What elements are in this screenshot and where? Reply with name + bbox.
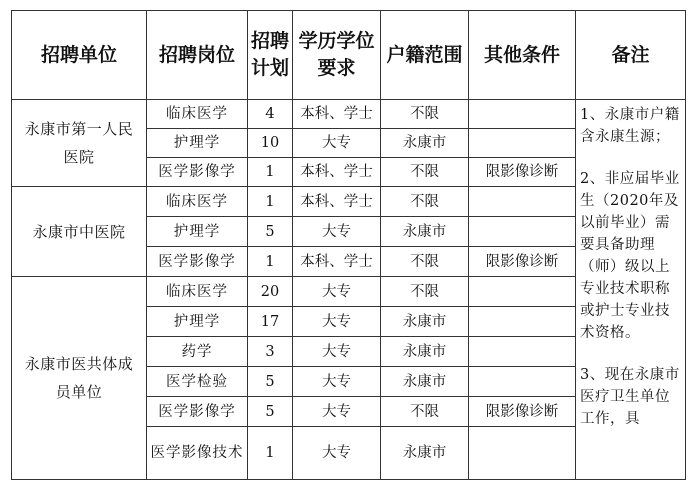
education-cell: 大专: [293, 427, 381, 480]
position-cell: 临床医学: [147, 277, 248, 307]
position-cell: 医学影像技术: [147, 427, 248, 480]
header-count: 招聘计划: [248, 11, 293, 100]
remark-item: 2、非应届毕业生（2020年及以前毕业）需要具备助理（师）级以上专业技术职称或护士专业技术资格。: [580, 171, 680, 341]
residence-cell: 不限: [381, 187, 469, 217]
unit-cell: 永康市中医院: [12, 187, 147, 277]
position-cell: 护理学: [147, 307, 248, 337]
education-cell: 大专: [293, 397, 381, 427]
header-position: 招聘岗位: [147, 11, 248, 100]
education-cell: 大专: [293, 337, 381, 367]
header-other: 其他条件: [469, 11, 576, 100]
other-condition-cell: [469, 100, 576, 129]
position-cell: 医学影像学: [147, 397, 248, 427]
education-cell: 大专: [293, 277, 381, 307]
count-cell: 1: [248, 187, 293, 217]
residence-cell: 永康市: [381, 129, 469, 158]
other-condition-cell: 限影像诊断: [469, 247, 576, 277]
count-cell: 3: [248, 337, 293, 367]
position-cell: 医学影像学: [147, 158, 248, 187]
unit-cell: 永康市第一人民医院: [12, 100, 147, 187]
unit-cell: 永康市医共体成员单位: [12, 277, 147, 480]
other-condition-cell: [469, 187, 576, 217]
other-condition-cell: [469, 337, 576, 367]
residence-cell: 不限: [381, 100, 469, 129]
count-cell: 5: [248, 397, 293, 427]
position-cell: 临床医学: [147, 187, 248, 217]
header-residence: 户籍范围: [381, 11, 469, 100]
education-cell: 大专: [293, 217, 381, 247]
other-condition-cell: [469, 367, 576, 397]
count-cell: 17: [248, 307, 293, 337]
position-cell: 医学影像学: [147, 247, 248, 277]
other-condition-cell: [469, 129, 576, 158]
position-cell: 护理学: [147, 129, 248, 158]
header-remarks: 备注: [576, 11, 686, 100]
count-cell: 1: [248, 158, 293, 187]
table-body: [12, 100, 686, 480]
residence-cell: 永康市: [381, 217, 469, 247]
count-cell: 1: [248, 427, 293, 480]
residence-cell: 永康市: [381, 337, 469, 367]
residence-cell: 永康市: [381, 367, 469, 397]
residence-cell: 不限: [381, 247, 469, 277]
other-condition-cell: 限影像诊断: [469, 158, 576, 187]
education-cell: 大专: [293, 367, 381, 397]
education-cell: 本科、学士: [293, 100, 381, 129]
position-cell: 临床医学: [147, 100, 248, 129]
header-row: [12, 11, 686, 100]
count-cell: 5: [248, 367, 293, 397]
count-cell: 10: [248, 129, 293, 158]
residence-cell: 永康市: [381, 427, 469, 480]
education-cell: 本科、学士: [293, 187, 381, 217]
other-condition-cell: [469, 277, 576, 307]
residence-cell: 不限: [381, 277, 469, 307]
position-cell: 护理学: [147, 217, 248, 247]
remark-item: 1、永康市户籍含永康生源；: [580, 107, 680, 145]
count-cell: 1: [248, 247, 293, 277]
count-cell: 5: [248, 217, 293, 247]
education-cell: 本科、学士: [293, 247, 381, 277]
header-unit: 招聘单位: [12, 11, 147, 100]
education-cell: 大专: [293, 307, 381, 337]
table-row: [12, 100, 686, 129]
education-cell: 本科、学士: [293, 158, 381, 187]
other-condition-cell: [469, 307, 576, 337]
position-cell: 医学检验: [147, 367, 248, 397]
residence-cell: 永康市: [381, 307, 469, 337]
other-condition-cell: [469, 427, 576, 480]
other-condition-cell: 限影像诊断: [469, 397, 576, 427]
remark-item: 3、现在永康市医疗卫生单位工作，具: [580, 367, 680, 427]
education-cell: 大专: [293, 129, 381, 158]
remarks-cell: [576, 100, 686, 480]
residence-cell: 不限: [381, 397, 469, 427]
recruitment-table: [11, 10, 686, 480]
header-education: 学历学位要求: [293, 11, 381, 100]
count-cell: 4: [248, 100, 293, 129]
position-cell: 药学: [147, 337, 248, 367]
other-condition-cell: [469, 217, 576, 247]
count-cell: 20: [248, 277, 293, 307]
residence-cell: 不限: [381, 158, 469, 187]
